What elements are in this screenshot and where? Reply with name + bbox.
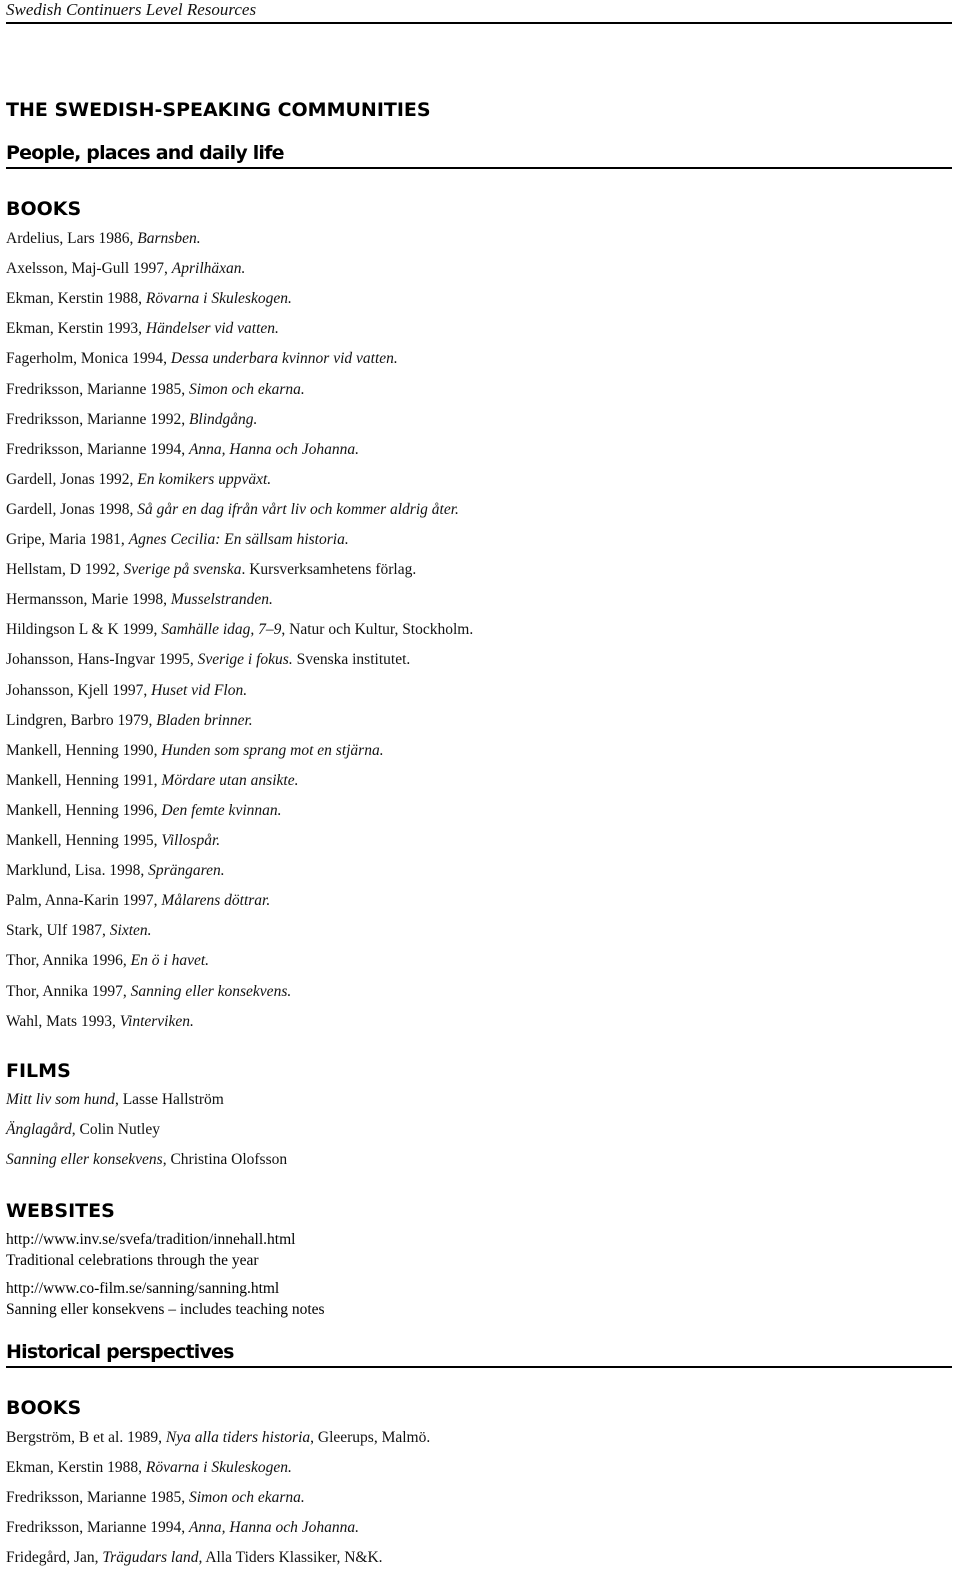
book-entry [6,983,291,1001]
entry-author: Marklund, Lisa. 1998, [6,862,149,880]
entry-author: Mankell, Henning 1990, [6,741,162,759]
book-entry [6,892,270,910]
entry-title: Agnes Cecilia: En sällsam historia. [128,531,349,548]
book-entry [6,350,398,368]
entry-author: Fredriksson, Marianne 1994, [6,440,189,458]
entry-details: , Christina Olofsson [162,1151,288,1169]
books-heading: BOOKS [6,1397,82,1419]
book-entry [6,1429,430,1447]
entry-author: Lindgren, Barbro 1979, [6,711,157,729]
entry-author: Bergström, B et al. 1989, [6,1429,166,1446]
entry-title: Simon och ekarna. [188,1489,305,1507]
book-entry [6,411,257,429]
section-title-historical: Historical perspectives [6,1341,234,1363]
entry-title: Simon och ekarna. [188,380,305,398]
entry-title: Målarens döttrar. [161,892,271,910]
book-entry [6,621,473,639]
book-entry [6,832,220,850]
entry-author: Gripe, Maria 1981, [6,531,129,548]
entry-title: Händelser vid vatten. [145,320,279,338]
entry-title: Musselstranden. [170,591,273,609]
book-entry [6,922,152,940]
book-entry [6,230,201,248]
film-entry [6,1121,160,1139]
entry-title: Blindgång. [188,410,258,428]
book-entry [6,320,279,338]
entry-title: Rövarna i Skuleskogen. [145,290,292,308]
entry-author: Ardelius, Lars 1986, [6,230,138,247]
entry-author: Gardell, Jonas 1998, [6,500,138,518]
entry-author: Hermansson, Marie 1998, [6,591,171,609]
book-entry [6,1549,383,1567]
book-entry [6,772,298,790]
entry-title: Sprängaren. [148,862,225,880]
entry-author: Axelsson, Maj-Gull 1997, [6,260,172,278]
entry-author: Fredriksson, Marianne 1985, [6,1489,189,1507]
entry-title: En ö i havet. [130,952,210,970]
entry-author: Fredriksson, Marianne 1994, [6,1519,189,1537]
section-divider [6,1366,952,1368]
book-entry [6,952,209,970]
entry-title: Sverige på svenska [123,561,242,579]
entry-title: En komikers uppväxt. [137,470,272,488]
entry-details: , Natur och Kultur, Stockholm. [281,621,474,639]
website-link[interactable]: http://www.co-film.se/sanning/sanning.html [6,1280,280,1297]
entry-title: Trägudars land, [102,1549,203,1567]
entry-title: Barnsben. [137,230,201,247]
entry-author: Ekman, Kerstin 1993, [6,320,146,338]
entry-author: Thor, Annika 1997, [6,982,131,1000]
entry-title: Bladen brinner. [156,711,253,729]
books-heading: BOOKS [6,198,82,220]
website-description: Traditional celebrations through the year [6,1252,259,1269]
entry-title: Nya alla tiders historia [165,1429,311,1446]
entry-details: Alla Tiders Klassiker, N&K. [202,1549,383,1567]
website-description: Sanning eller konsekvens – includes teaching notes [6,1301,325,1318]
book-entry [6,591,273,609]
entry-title: Sixten. [109,922,152,940]
book-entry [6,1013,194,1031]
book-entry [6,290,292,308]
entry-author: Palm, Anna-Karin 1997, [6,892,162,910]
entry-author: Mankell, Henning 1996, [6,801,162,819]
entry-details: Svenska institutet. [292,651,411,669]
book-entry [6,501,459,519]
entry-title: Så går en dag ifrån vårt liv och kommer aldrig åter. [137,500,459,518]
entry-author: Johansson, Kjell 1997, [6,681,152,699]
book-entry [6,1519,359,1537]
book-entry [6,531,349,549]
entry-title: Aprilhäxan. [171,260,246,278]
entry-title: Mitt liv som hund [6,1091,115,1108]
entry-title: Den femte kvinnan. [161,801,282,819]
book-entry [6,381,305,399]
entry-title: Villospår. [161,832,221,849]
entry-author: Thor, Annika 1996, [6,952,131,970]
entry-author: Stark, Ulf 1987, [6,922,110,940]
entry-title: Huset vid Flon. [151,681,248,699]
entry-details: , Colin Nutley [71,1121,160,1139]
entry-author: Mankell, Henning 1995, [6,832,162,849]
entry-author: Hildingson L & K 1999, [6,621,162,639]
book-entry [6,742,384,760]
entry-title: Sanning eller konsekvens [6,1151,163,1169]
entry-author: Johansson, Hans-Ingvar 1995, [6,651,198,669]
section-title-people-places: People, places and daily life [6,142,284,164]
book-entry [6,1489,305,1507]
entry-title: Sverige i fokus. [197,651,293,669]
film-entry [6,1091,224,1109]
entry-title: Samhälle idag, 7–9 [161,621,282,639]
entry-title: Hunden som sprang mot en stjärna. [161,741,384,759]
entry-author: Wahl, Mats 1993, [6,1012,120,1030]
book-entry [6,1459,292,1477]
entry-author: Ekman, Kerstin 1988, [6,1459,146,1477]
entry-title: Anna, Hanna och Johanna. [188,1519,360,1537]
entry-details: , Lasse Hallström [114,1091,224,1108]
main-heading: THE SWEDISH-SPEAKING COMMUNITIES [6,99,431,121]
book-entry [6,712,253,730]
section-divider [6,167,952,169]
book-entry [6,471,271,489]
entry-author: Gardell, Jonas 1992, [6,470,138,488]
entry-title: Rövarna i Skuleskogen. [145,1459,292,1477]
entry-title: Vinterviken. [119,1012,194,1030]
entry-title: Dessa underbara kvinnor vid vatten. [170,350,398,368]
websites-heading: WEBSITES [6,1200,115,1222]
book-entry [6,802,282,820]
entry-title: Sanning eller konsekvens. [130,982,292,1000]
entry-details: . Kursverksamhetens förlag. [241,561,417,579]
book-entry [6,260,245,278]
book-entry [6,862,225,880]
entry-title: Anna, Hanna och Johanna. [188,440,360,458]
book-entry [6,651,410,669]
entry-author: Fagerholm, Monica 1994, [6,350,171,368]
entry-title: Mördare utan ansikte. [161,771,299,789]
entry-title: Änglagård [6,1121,72,1139]
entry-author: Mankell, Henning 1991, [6,771,162,789]
book-entry [6,682,247,700]
films-heading: FILMS [6,1060,71,1082]
website-link[interactable]: http://www.inv.se/svefa/tradition/innehall.html [6,1231,296,1248]
book-entry [6,441,359,459]
entry-author: Ekman, Kerstin 1988, [6,290,146,308]
book-entry [6,561,416,579]
entry-author: Hellstam, D 1992, [6,561,124,579]
entry-author: Fredriksson, Marianne 1992, [6,410,189,428]
page-header [6,0,952,24]
film-entry [6,1151,287,1169]
entry-author: Fredriksson, Marianne 1985, [6,380,189,398]
entry-author: Fridegård, Jan, [6,1549,103,1567]
header-title: Swedish Continuers Level Resources [6,0,257,19]
entry-details: , Gleerups, Malmö. [310,1429,431,1446]
